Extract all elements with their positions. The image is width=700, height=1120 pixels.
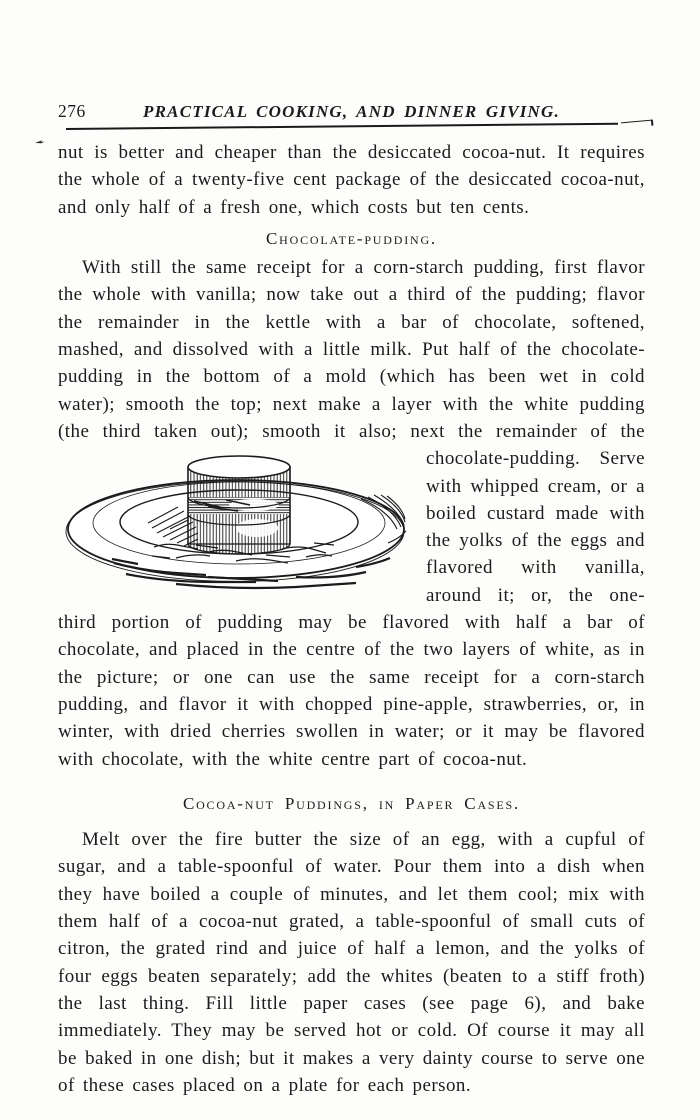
- pudding-engraving-icon: [58, 449, 416, 592]
- running-title: PRACTICAL COOKING, AND DINNER GIVING.: [143, 102, 560, 121]
- pudding-on-plate-illustration: [58, 449, 416, 592]
- paragraph-continuation: nut is better and cheaper than the desiccated cocoa-nut. It requires the whole of a twenty-five cent package of the desiccated cocoa-nut, and only half of a fresh one, which costs but ten cents.: [58, 142, 645, 218]
- paragraph-chocolate-pudding: [58, 254, 645, 773]
- paragraph-text-after-illustration: also; next the remainder of the chocolate-pudding. Serve with whipped cream, or a boiled custard made with the yolks of the eggs and flavored with vanilla, around it; or, the one-third portion of pudding may be flavored with half a bar of chocolate, and placed in the centre of the two layers of white, as in the picture; or one can use the same receipt for a corn-starch pudding, and flavor it with chopped pine-apple, strawberries, or, in winter, with dried cherries swollen in water; or it may be flavored with chocolate, with the white centre part of cocoa-nut.: [58, 420, 646, 770]
- page-header: [58, 101, 645, 122]
- paragraph-cocoanut-puddings: Melt over the fire butter the size of an egg, with a cupful of sugar, and a table-spoonful of water. Pour them into a dish when they have boiled a couple of minutes, and let them cool; mix with them half of a cocoa-nut grated, a table-spoonful of small cuts of citron, the grated rind and juice of half a lemon, and the yolks of four eggs beaten separately; add the whites (beaten to a stiff froth) the last thing. Fill little paper cases (see page 6), and bake immediately. They may be served hot or cold. Of course it may all be baked in one dish; but it makes a very dainty course to serve one of these cases placed on a plate for each person.: [58, 829, 645, 1096]
- header-rule: [66, 123, 618, 130]
- section-heading-chocolate-pudding: Chocolate-pudding.: [266, 228, 437, 248]
- page-body: [58, 139, 645, 1099]
- page-number: 276: [58, 101, 86, 121]
- paragraph-text-before-illustration: With still the same receipt for a corn-starch pudding, first flavor the whole with vanilla; now take out a third of the pudding; flavor the remainder in the kettle with a bar of chocolate, softened, mashed, and dissolved with a little milk. Put half of the chocolate-pudding in the bottom of a mold (which has been wet in cold water); smooth the top; next make a layer with the white pudding (the third taken out); smooth it: [58, 257, 645, 442]
- margin-pen-mark-icon: [34, 134, 46, 144]
- section-heading-cocoanut-puddings: Cocoa-nut Puddings, in Paper Cases.: [182, 793, 521, 813]
